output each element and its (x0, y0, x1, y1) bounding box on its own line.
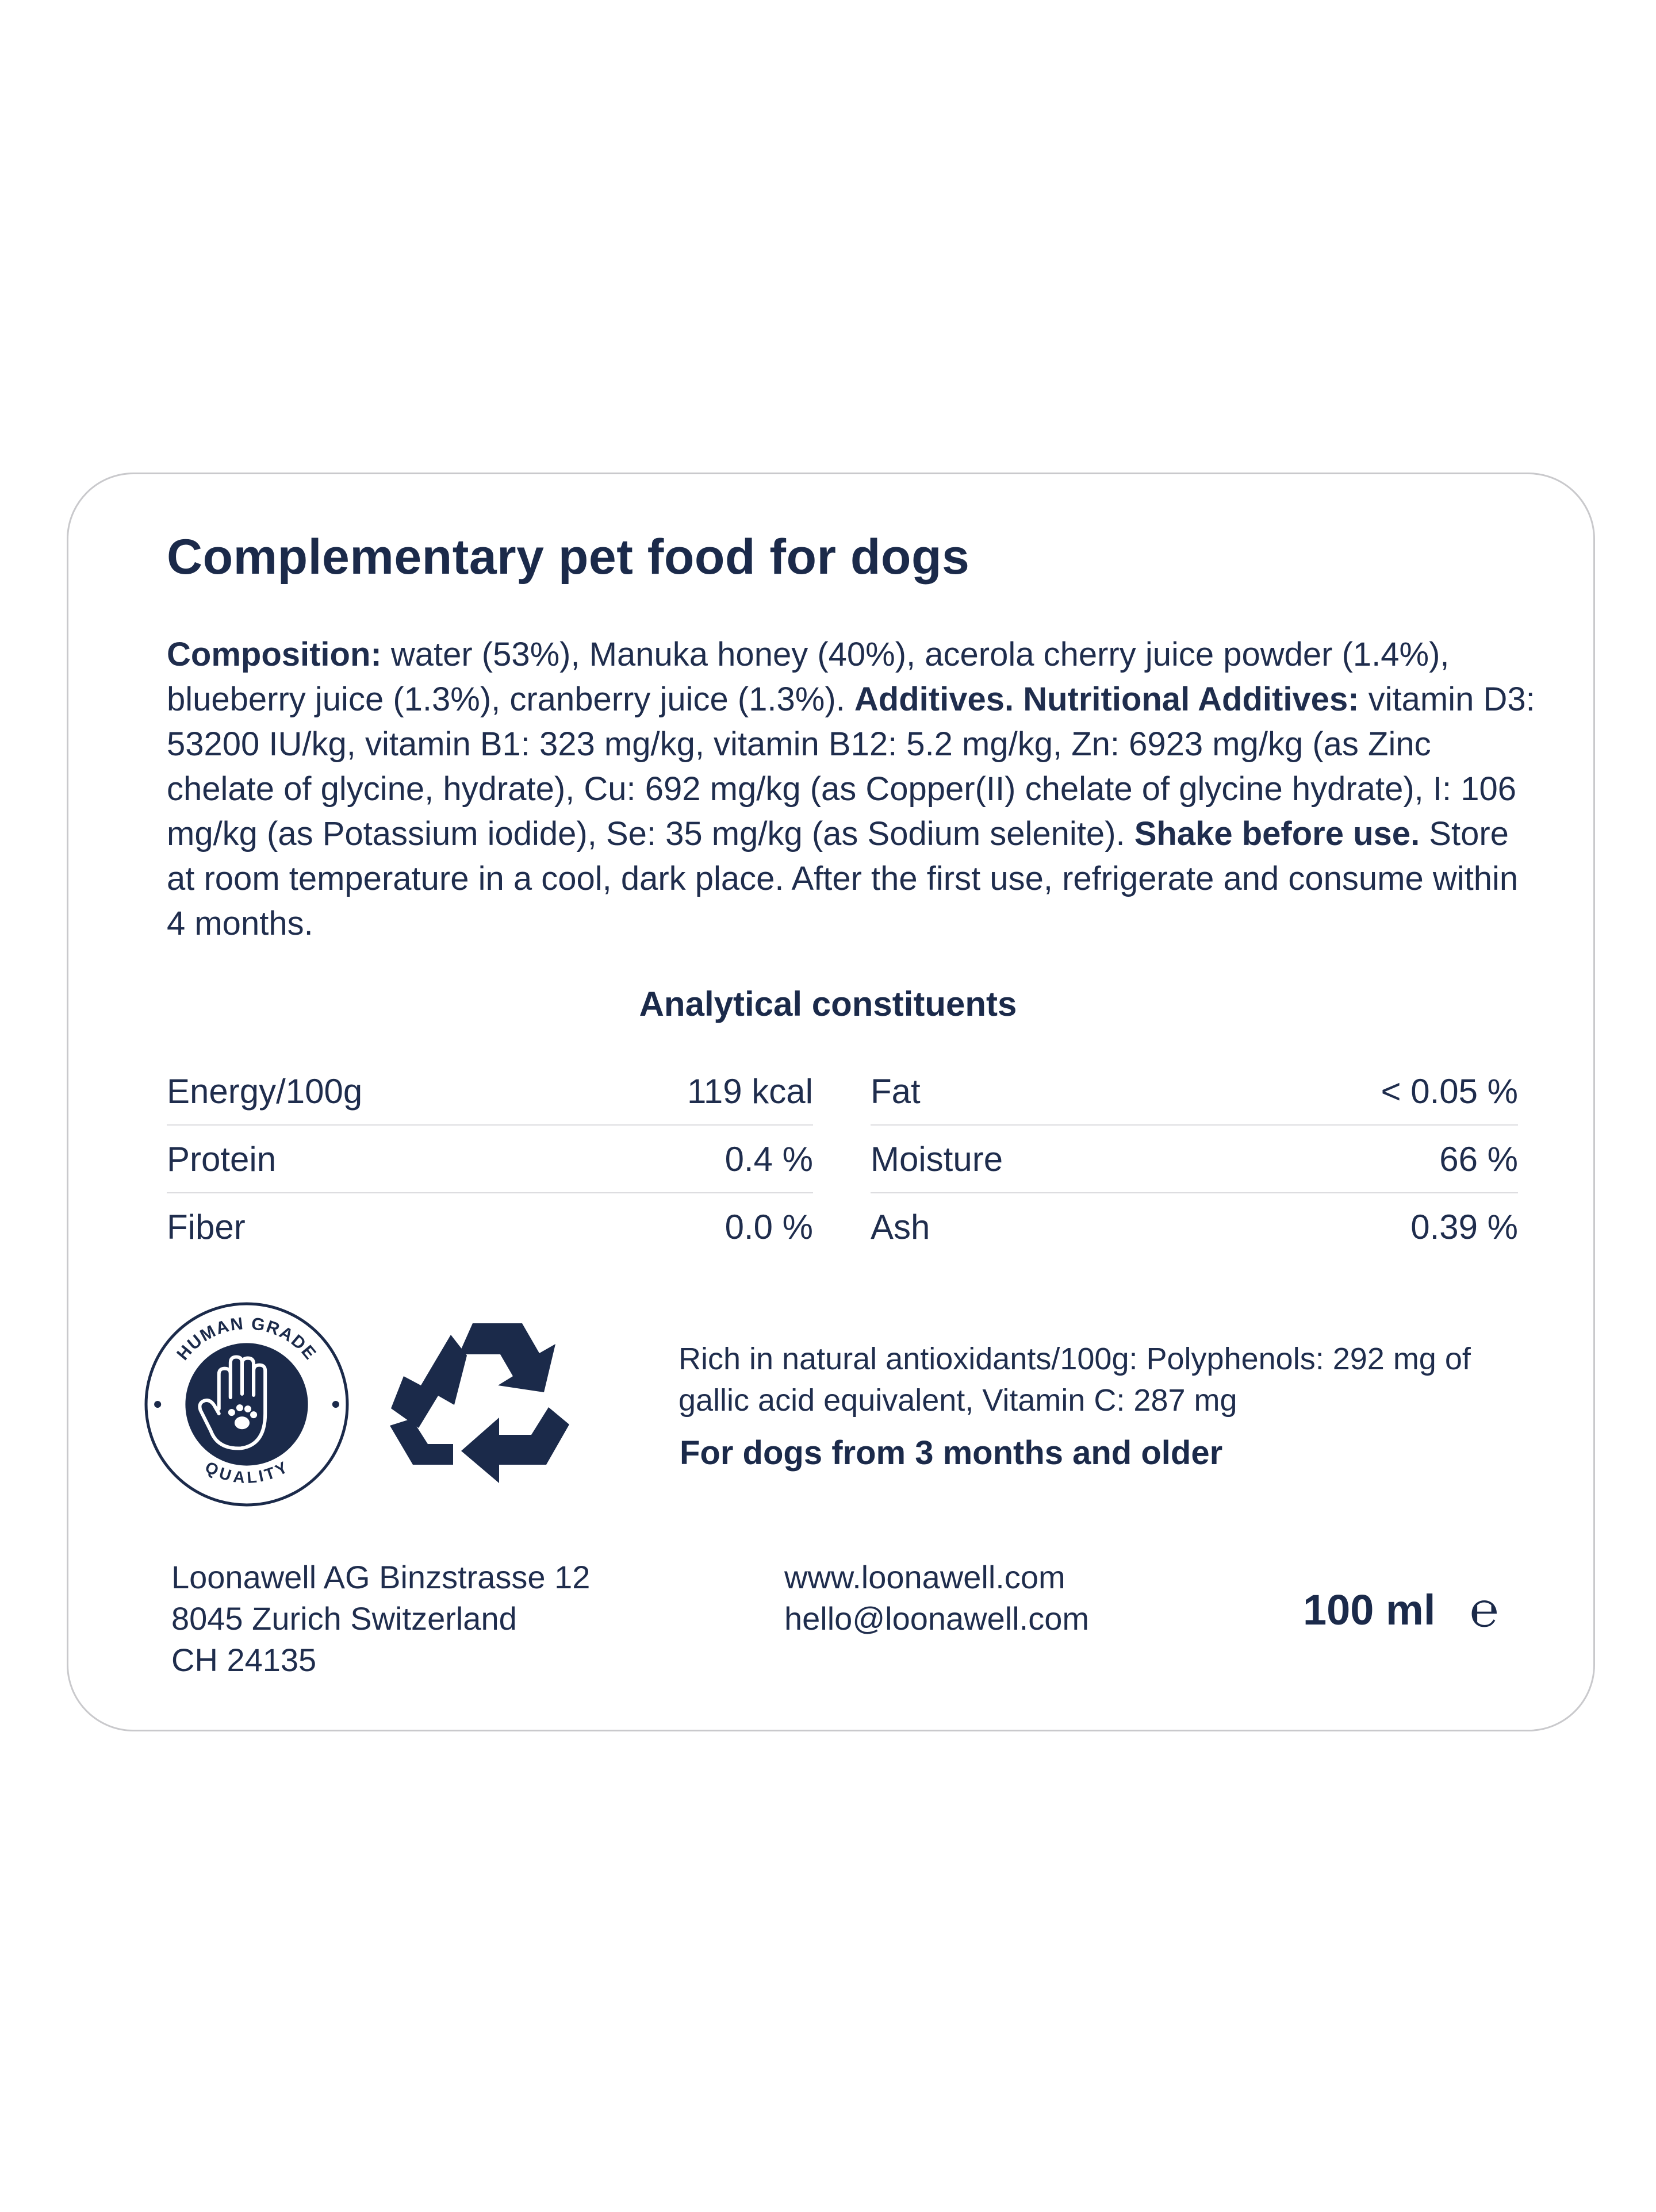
recycle-icon (386, 1321, 576, 1505)
address-line: CH 24135 (171, 1642, 317, 1678)
constituent-value: 0.39 % (1410, 1207, 1518, 1246)
analytical-row (167, 1058, 813, 1124)
email-link[interactable]: hello@loonawell.com (784, 1600, 1090, 1637)
analytical-table-left (167, 1058, 813, 1260)
storage-text: Store at room temperature in a cool, dark place. After the first use, refrigerate and consume within 4 months. (167, 815, 1519, 942)
constituent-name: Fiber (167, 1207, 246, 1246)
analytical-row (871, 1058, 1518, 1124)
antioxidants-note: Rich in natural antioxidants/100g: Polyphenols: 292 mg of gallic acid equivalent, Vitamin C: 287 mg (678, 1342, 1471, 1418)
constituent-name: Moisture (871, 1139, 1003, 1178)
analytical-table-right (871, 1058, 1518, 1260)
badge-bottom-text: QUALITY (202, 1457, 292, 1487)
volume-label: 100 ml (1303, 1586, 1436, 1634)
constituent-value: 0.4 % (724, 1139, 813, 1178)
constituent-name: Protein (167, 1139, 277, 1178)
constituent-value: 66 % (1439, 1139, 1518, 1178)
additives-label: Additives. Nutritional Additives: (854, 681, 1359, 718)
composition-paragraph (167, 632, 1535, 946)
product-title: Complementary pet food for dogs (167, 529, 970, 585)
website-link[interactable]: www.loonawell.com (784, 1559, 1065, 1595)
constituent-value: 0.0 % (724, 1207, 813, 1246)
address-line: Loonawell AG Binzstrasse 12 (171, 1559, 591, 1595)
human-grade-quality-badge (143, 1300, 351, 1508)
composition-label: Composition: (167, 636, 382, 673)
constituent-value: 119 kcal (687, 1072, 813, 1111)
additives-text: vitamin D3: 53200 IU/kg, vitamin B1: 323 mg/kg, vitamin B12: 5.2 mg/kg, Zn: 6923 mg/kg (as Zinc chelate of glycine, hydrate), Cu: 692 mg/kg (as Copper(II) chelate of glycine hydrate), I: 106 mg/kg (as Potassium iodide), Se: 35 mg/kg (as Sodium selenite). (167, 681, 1535, 852)
company-address (171, 1557, 590, 1681)
shake-label: Shake before use. (1134, 815, 1420, 852)
constituent-name: Energy/100g (167, 1072, 363, 1111)
constituent-name: Ash (871, 1207, 930, 1246)
analytical-row (167, 1192, 813, 1260)
address-line: 8045 Zurich Switzerland (171, 1600, 517, 1637)
constituent-value: < 0.05 % (1381, 1072, 1518, 1111)
contact-info (784, 1557, 1089, 1639)
estimated-sign-icon: ℮ (1470, 1581, 1499, 1638)
analytical-row (167, 1124, 813, 1192)
analytical-heading: Analytical constituents (639, 985, 1017, 1023)
age-note: For dogs from 3 months and older (680, 1434, 1223, 1472)
composition-text: water (53%), Manuka honey (40%), acerola cherry juice powder (1.4%), blueberry juice (1.3%), cranberry juice (1.3%). (167, 636, 1450, 718)
analytical-row (871, 1192, 1518, 1260)
analytical-row (871, 1124, 1518, 1192)
badge-top-text: HUMAN GRADE (173, 1314, 320, 1364)
constituent-name: Fat (871, 1072, 921, 1111)
